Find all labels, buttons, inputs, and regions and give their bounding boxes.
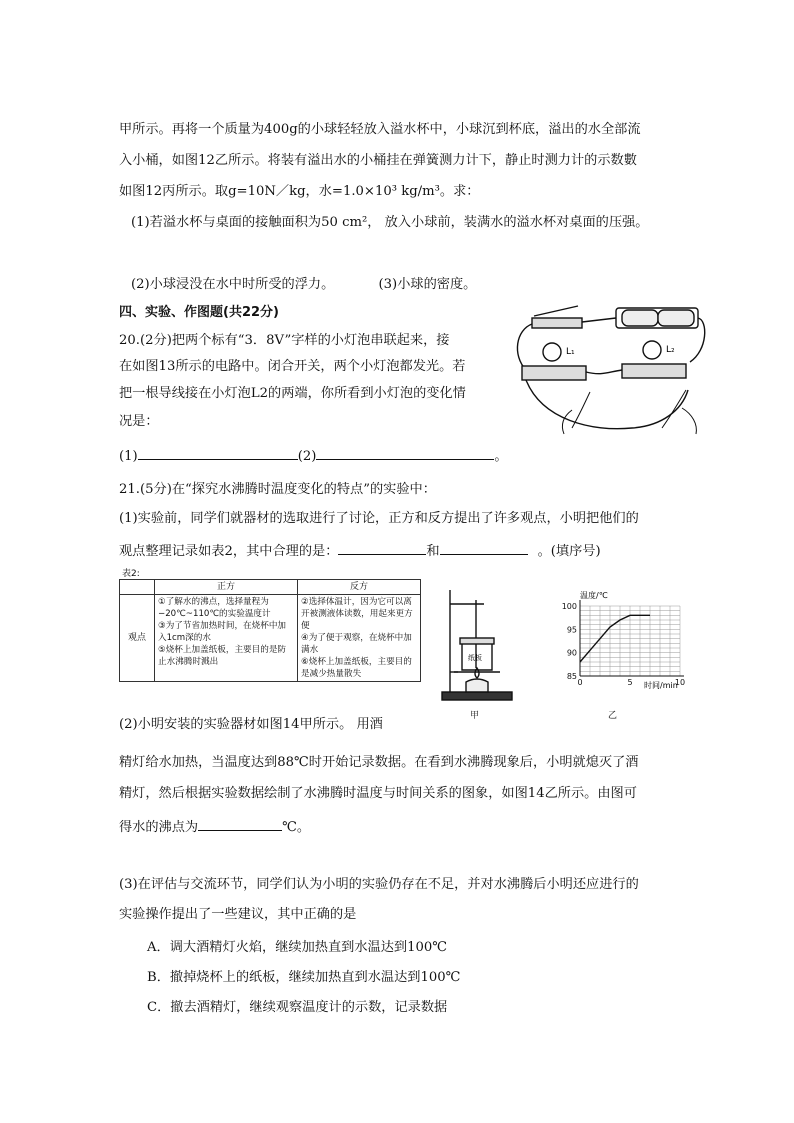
q21-line-3 [119,540,601,561]
q21-line-6: 精灯，然后根据实验数据绘制了水沸腾时温度与时间关系的图象，如图14乙所示。由图可 [119,786,637,801]
paper-board [460,638,494,644]
table2-row-label: 观点 [120,595,155,682]
section-4-title: 四、实验、作图题(共22分) [119,305,279,320]
q19-part-2 [131,276,476,294]
circuit-figure [512,300,712,435]
battery-1 [622,310,658,326]
chart-ylabel: 温度/℃ [580,591,608,600]
x-tick-label: 10 [674,678,686,687]
switch-base [532,318,582,328]
q21-blank-1[interactable] [338,540,426,555]
q21-line-7-a: 得水的沸点为 [119,820,199,835]
x-tick-label: 5 [627,678,633,687]
q21-line-8: (3)在评估与交流环节，同学们认为小明的实验仍存在不足，并对水沸腾后小明还应进行的 [119,877,639,892]
apparatus-figure [436,586,516,706]
q21-line-7 [119,816,310,837]
bulb-l2-label: L₂ [666,345,675,355]
table2-pro-cell [155,595,298,682]
chart-xlabel: 时间/min [644,681,678,690]
q19-line-2: 入小桶，如图12乙所示。将装有溢出水的小桶挂在弹簧测力计下，静止时测力计的示数數 [119,153,637,168]
q20-blank-1[interactable] [138,445,298,460]
q21-line-3-b: 和 [426,544,440,559]
q19-line-3: 如图12丙所示。取g=10N／kg，水=1.0×10³ kg/m³。求： [119,184,480,199]
q21-option-c: C．撤去酒精灯，继续观察温度计的示数，记录数据 [147,1000,448,1015]
q20-line-3: 把一根导线接在小灯泡L2的两端，你所看到小灯泡的变化情 [119,386,466,401]
bulb-l1-label: L₁ [566,347,575,357]
beaker-text: 纸板 [468,654,482,662]
q21-line-5: 精灯给水加热，当温度达到88℃时开始记录数据。在看到水沸腾现象后，小明就熄灭了酒 [119,755,639,770]
y-tick-label: 100 [561,602,577,611]
q21-option-a: A．调大酒精灯火焰，继续加热直到水温达到100℃ [147,940,448,955]
table2-col-con: 反方 [298,580,421,595]
battery-2 [658,310,694,326]
q20-line-1: 20.(2分)把两个标有“3．8V”字样的小灯泡串联起来，接 [119,333,450,348]
q20-answer-line [119,445,508,466]
q21-option-b: B．撤掉烧杯上的纸板，继续加热直到水温达到100℃ [147,970,461,985]
q21-line-7-b: ℃。 [282,820,311,835]
q20-line-2: 在如图13所示的电路中。闭合开关，两个小灯泡都发光。若 [119,359,466,374]
x-tick-label: 0 [577,678,583,687]
table2-pro-5: ⑤烧杯上加盖纸板，主要目的是防止水沸腾时溅出 [158,645,287,667]
lamp-holder-2 [622,364,686,378]
q21-line-1: 21.(5分)在“探究水沸腾时温度变化的特点”的实验中： [119,482,436,497]
table2-caption: 表2: [122,569,140,579]
alcohol-lamp [466,679,488,692]
q19-part-2-text: (2)小球浸没在水中时所受的浮力。 [131,277,335,292]
q20-blank-2[interactable] [316,445,494,460]
q21-line-9: 实验操作提出了一些建议，其中正确的是 [119,907,357,922]
q21-line-4: (2)小明安装的实验器材如图14甲所示。 用酒 [119,717,383,732]
q21-line-3-c: 。(填序号) [537,544,601,559]
q21-blank-3[interactable] [198,816,282,831]
bulb-l1 [543,343,561,361]
table2-col-pro: 正方 [155,580,298,595]
y-tick-label: 95 [566,625,577,635]
table2 [119,579,421,682]
q20-line-4: 况是： [119,414,159,429]
table2-con-6: ⑥烧杯上加盖纸板，主要目的是减少热量散失 [301,657,412,679]
q20-blank-1-label: (1) [119,449,138,464]
q21-line-3-a: 观点整理记录如表2，其中合理的是： [119,544,339,559]
y-tick-label: 85 [566,672,577,681]
bulb-l2 [643,341,661,359]
fig14-label-b: 乙 [608,711,618,721]
temperature-chart [560,586,690,698]
table2-con-4: ④为了便于观察，在烧杯中加满水 [301,633,412,655]
q19-part-1: (1)若溢水杯与桌面的接触面积为50 cm²， 放入小球前，装满水的溢水杯对桌面的压强。 [131,215,649,230]
table2-con-cell [298,595,421,682]
fig14-label-a: 甲 [470,711,480,721]
table2-con-2: ②选择体温计，因为它可以离开被测液体读数，用起来更方便 [301,597,413,631]
table2-pro-3: ③为了节省加热时间，在烧杯中加入1cm深的水 [158,621,287,643]
q21-blank-2[interactable] [440,540,528,555]
q19-part-3-text: (3)小球的密度。 [378,277,477,292]
lamp-holder-1 [522,366,586,380]
q19-line-1: 甲所示。再将一个质量为400g的小球轻轻放入溢水杯中，小球沉到杯底，溢出的水全部流 [119,122,641,137]
y-tick-label: 90 [566,648,577,658]
q20-end-mark: 。 [494,449,508,464]
q21-line-2: (1)实验前，同学们就器材的选取进行了讨论，正方和反方提出了许多观点，小明把他们的 [119,511,639,526]
table2-pro-1: ①了解水的沸点，选择量程为−20℃~110℃的实验温度计 [158,597,271,619]
stand-base [442,692,512,700]
q20-blank-2-label: (2) [297,449,317,464]
